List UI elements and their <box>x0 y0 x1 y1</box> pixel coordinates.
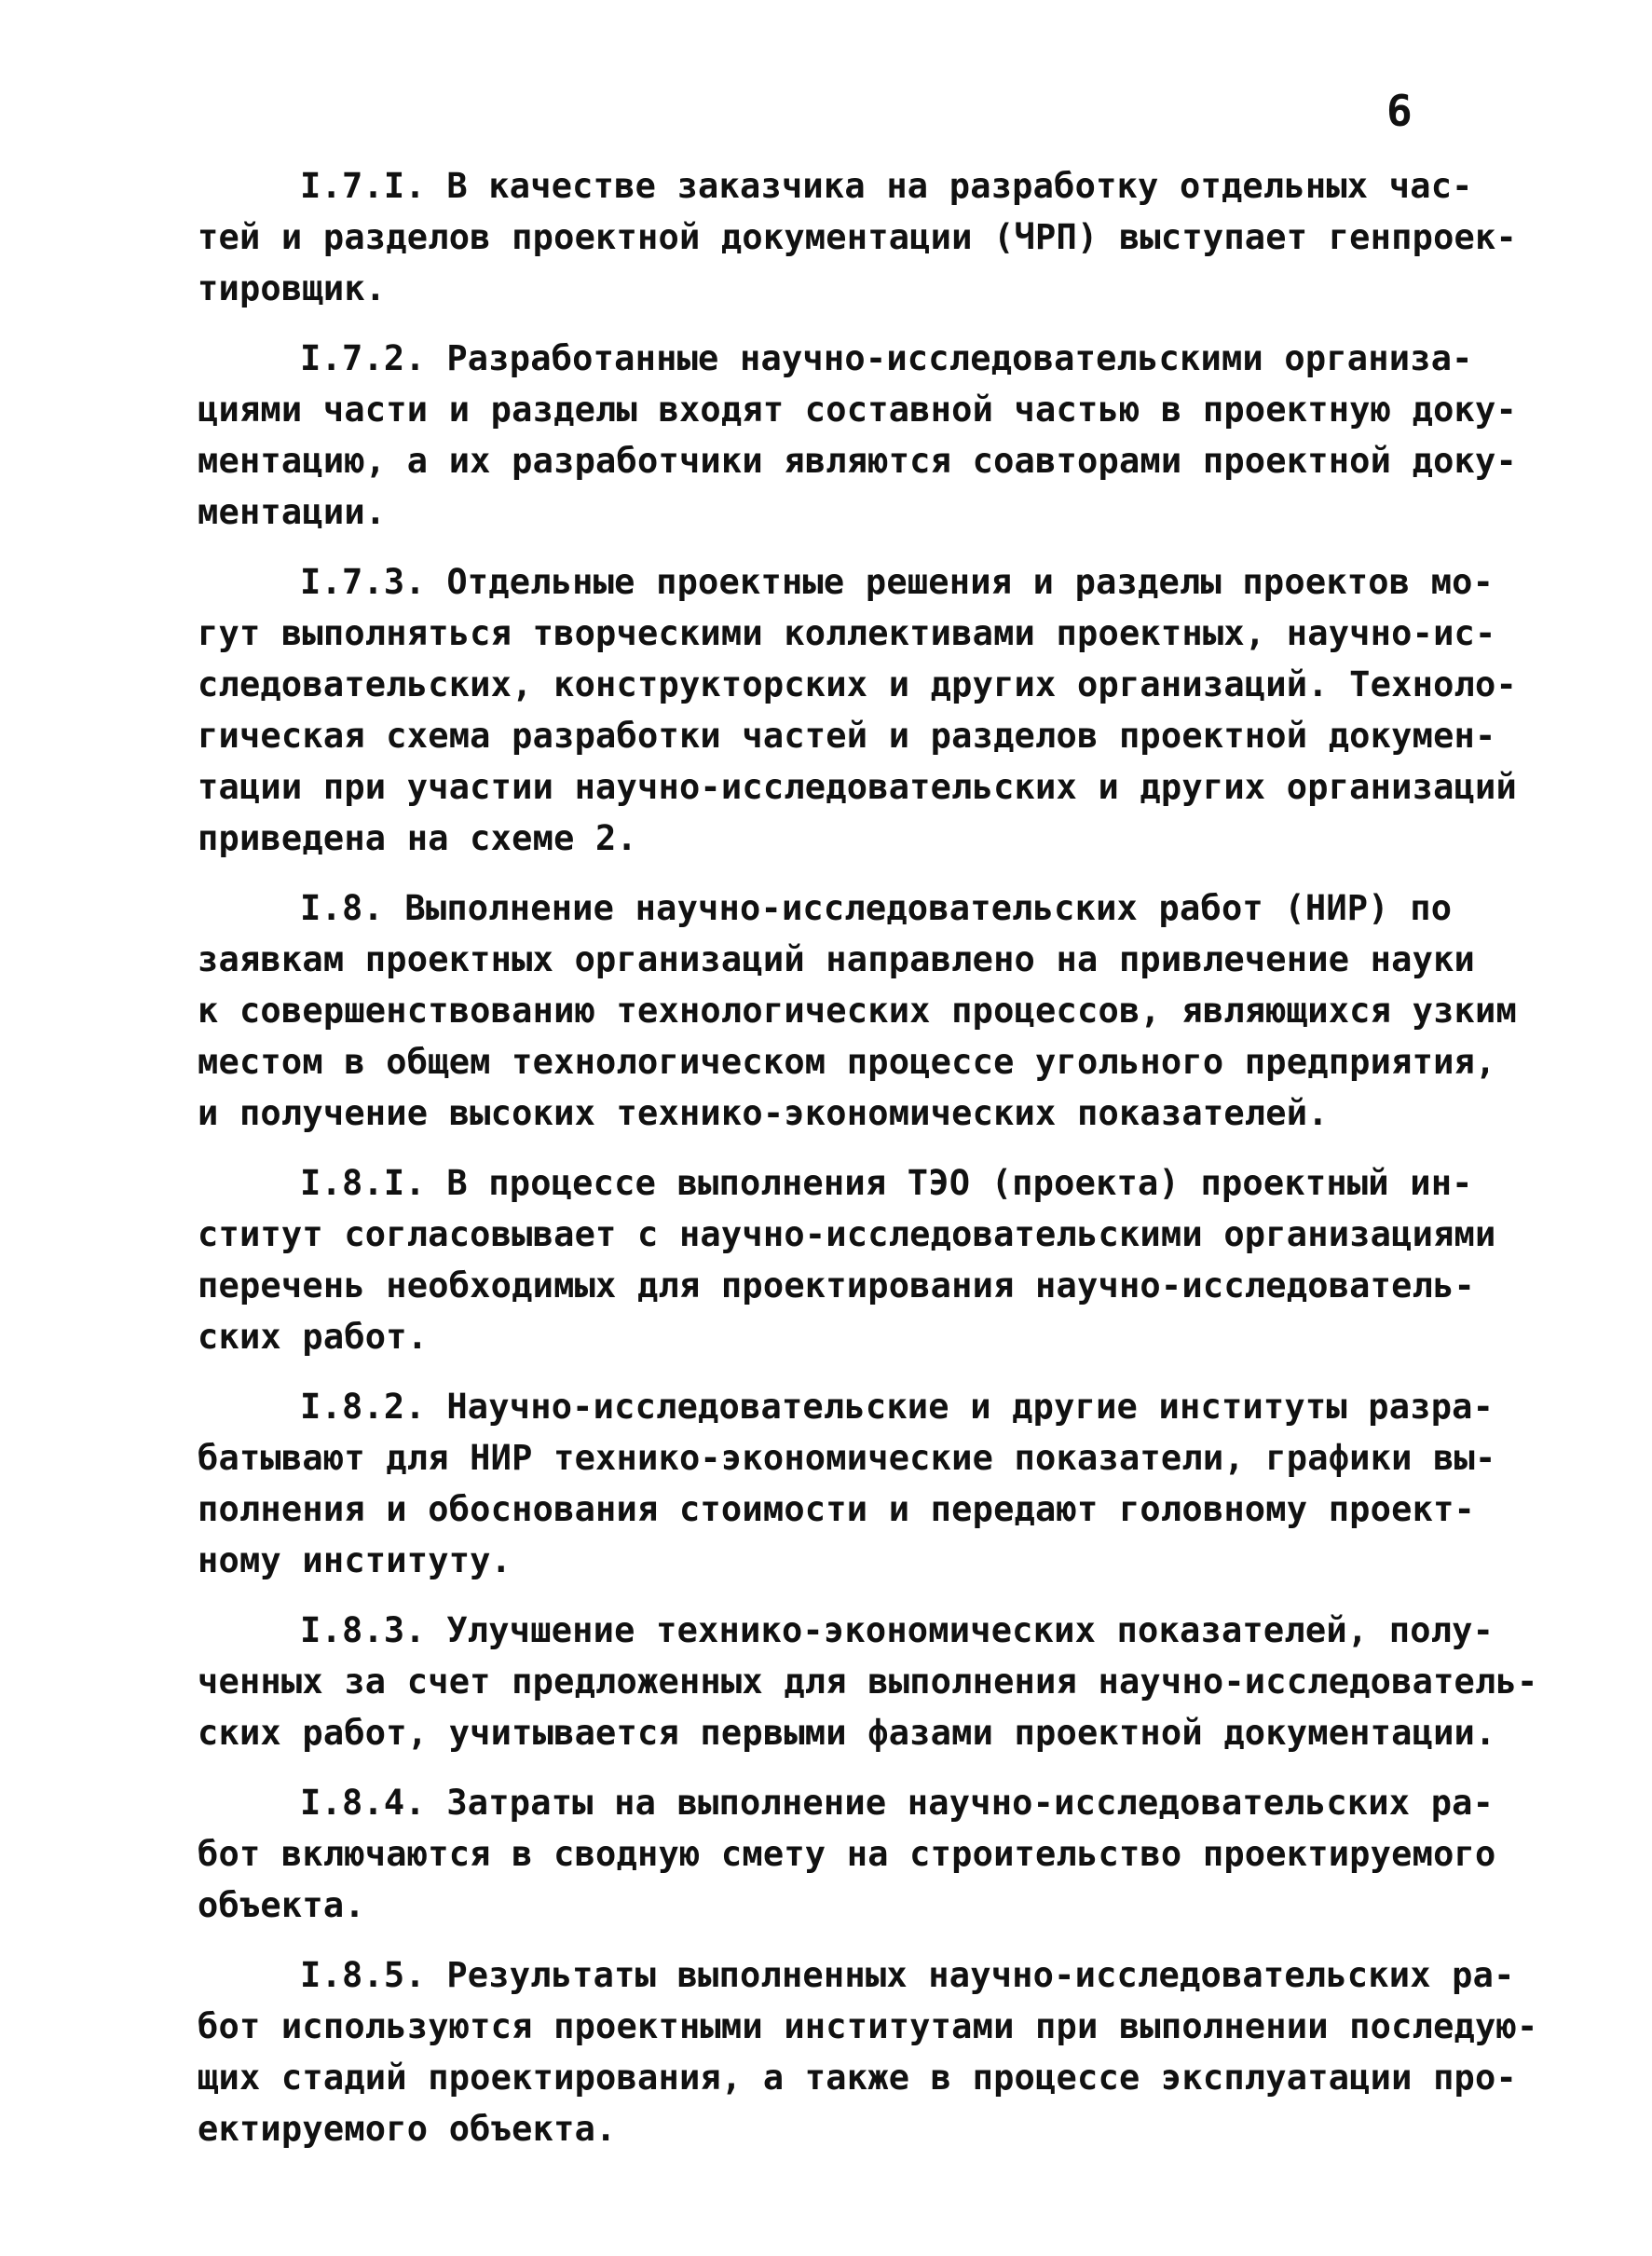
text-line: гическая схема разработки частей и разделов проектной докумен- <box>198 716 1496 756</box>
text-line: ектируемого объекта. <box>198 2109 617 2149</box>
text-line: I.8.I. В процессе выполнения ТЭО (проекта) проектный ин- <box>300 1163 1473 1203</box>
text-line: перечень необходимых для проектирования научно-исследователь- <box>198 1265 1476 1306</box>
text-line: ментацию, а их разработчики являются соавторами проектной доку- <box>198 441 1517 481</box>
text-line: I.7.2. Разработанные научно-исследовательскими организа- <box>300 338 1473 378</box>
text-line: I.8.3. Улучшение технико-экономических показателей, полу- <box>300 1610 1495 1650</box>
text-line: тации при участии научно-исследовательских и других организаций <box>198 767 1517 807</box>
text-line: ченных за счет предложенных для выполнения научно-исследователь- <box>198 1661 1538 1702</box>
text-line: ских работ. <box>198 1317 429 1357</box>
text-line: ских работ, учитывается первыми фазами проектной документации. <box>198 1713 1496 1753</box>
text-line: I.8.2. Научно-исследовательские и другие институты разра- <box>300 1387 1495 1427</box>
text-line: объекта. <box>198 1885 365 1925</box>
text-line: ному институту. <box>198 1540 512 1580</box>
text-line: гут выполняться творческими коллективами проектных, научно-ис- <box>198 613 1496 653</box>
text-line: I.7.3. Отдельные проектные решения и разделы проектов мо- <box>300 562 1495 602</box>
text-line: бот используются проектными институтами при выполнении последую- <box>198 2006 1538 2046</box>
text-line: заявкам проектных организаций направлено на привлечение науки <box>198 939 1476 979</box>
text-line: I.8.4. Затраты на выполнение научно-исследовательских ра- <box>300 1783 1495 1823</box>
paragraph-1-8-4 <box>198 1777 1521 1931</box>
text-line: I.8.5. Результаты выполненных научно-исследовательских ра- <box>300 1955 1515 1995</box>
text-line: циями части и разделы входят составной частью в проектную доку- <box>198 390 1517 430</box>
paragraph-1-8-2 <box>198 1381 1521 1586</box>
text-line: бот включаются в сводную смету на строительство проектируемого <box>198 1834 1496 1874</box>
text-line: I.8. Выполнение научно-исследовательских работ (НИР) по <box>300 888 1453 928</box>
text-line: тей и разделов проектной документации (ЧРП) выступает генпроек- <box>198 217 1517 257</box>
text-line: батывают для НИР технико-экономические показатели, графики вы- <box>198 1438 1496 1478</box>
text-line: следовательских, конструкторских и других организаций. Техноло- <box>198 664 1517 704</box>
text-line: приведена на схеме 2. <box>198 818 637 858</box>
text-line: щих стадий проектирования, а также в процессе эксплуатации про- <box>198 2058 1517 2098</box>
text-line: местом в общем технологическом процессе угольного предприятия, <box>198 1042 1496 1082</box>
document-body <box>198 160 1538 2173</box>
paragraph-1-7-1 <box>198 160 1521 314</box>
paragraph-1-8 <box>198 882 1521 1139</box>
paragraph-1-8-5 <box>198 1949 1538 2154</box>
text-line: к совершенствованию технологических процессов, являющихся узким <box>198 991 1517 1031</box>
text-line: полнения и обоснования стоимости и передают головному проект- <box>198 1489 1476 1529</box>
paragraph-1-8-1 <box>198 1157 1521 1362</box>
text-line: ментации. <box>198 492 387 532</box>
text-line: I.7.I. В качестве заказчика на разработку отдельных час- <box>300 166 1473 206</box>
paragraph-1-8-3 <box>198 1605 1538 1758</box>
page-number: 6 <box>1386 86 1413 136</box>
text-line: тировщик. <box>198 268 387 308</box>
text-line: и получение высоких технико-экономических показателей. <box>198 1093 1329 1133</box>
text-line: ститут согласовывает с научно-исследовательскими организациями <box>198 1214 1496 1254</box>
paragraph-1-7-2 <box>198 333 1521 538</box>
paragraph-1-7-3 <box>198 556 1521 864</box>
